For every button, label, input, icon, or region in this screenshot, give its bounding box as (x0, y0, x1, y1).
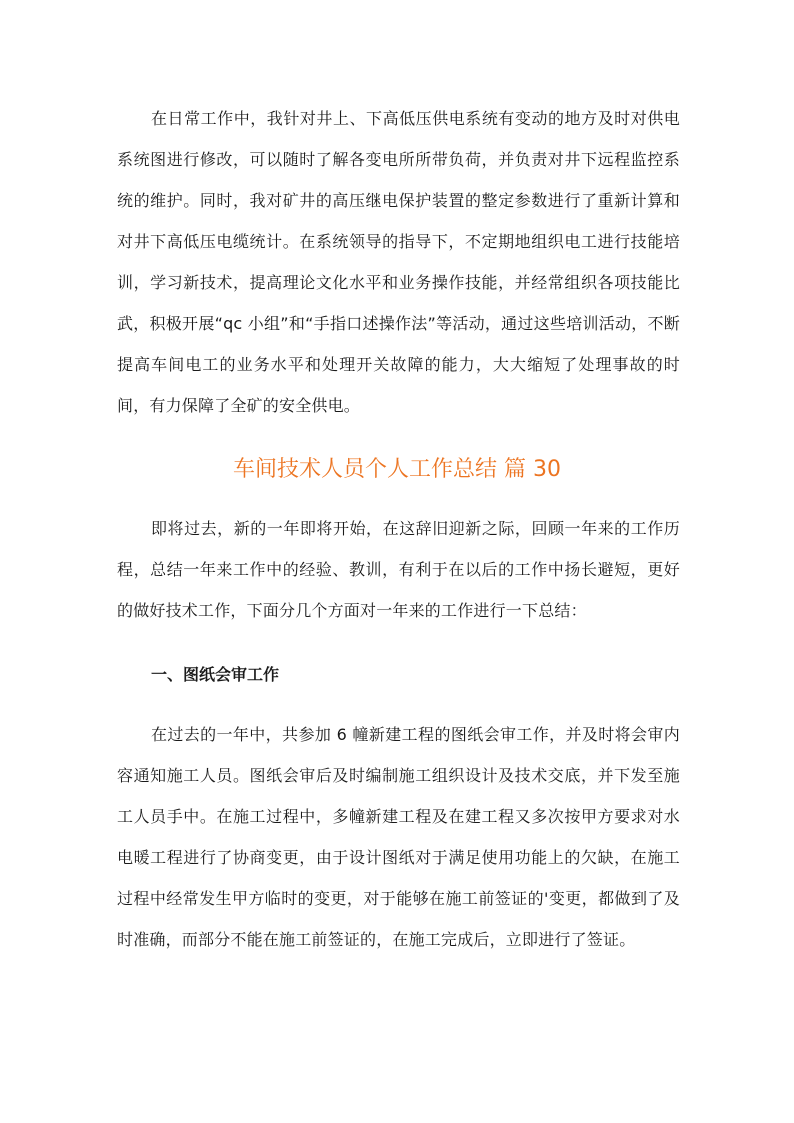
body-paragraph: 在日常工作中，我针对井上、下高低压供电系统有变动的地方及时对供电系统图进行修改，可以随时了解各变电所所带负荷，并负责对井下远程监控系统的维护。同时，我对矿井的高压继电保护装置的整定参数进行了重新计算和对井下高低压电缆统计。在系统领导的指导下，不定期地组织电工进行技能培训，学习新技术，提高理论文化水平和业务操作技能，并经常组织各项技能比武，积极开展“qc 小组”和“手指口述操作法”等活动，通过这些培训活动，不断提高车间电工的业务水平和处理开关故障的能力，大大缩短了处理事故的时间，有力保障了全矿的安全供电。 (117, 109, 680, 415)
body-paragraph: 即将过去，新的一年即将开始，在这辞旧迎新之际，回顾一年来的工作历程，总结一年来工作中的经验、教训，有利于在以后的工作中扬长避短，更好的做好技术工作，下面分几个方面对一年来的工作进行一下总结： (117, 519, 680, 620)
section-title: 车间技术人员个人工作总结 篇 30 (233, 457, 561, 482)
body-paragraph: 在过去的一年中，共参加 6 幢新建工程的图纸会审工作，并及时将会审内容通知施工人员。图纸会审后及时编制施工组织设计及技术交底，并下发至施工人员手中。在施工过程中，多幢新建工程及在建工程又多次按甲方要求对水电暖工程进行了协商变更，由于设计图纸对于满足使用功能上的欠缺，在施工过程中经常发生甲方临时的变更，对于能够在施工前签证的'变更，都做到了及时准确，而部分不能在施工前签证的，在施工完成后，立即进行了签证。 (117, 725, 680, 949)
subheading: 一、图纸会审工作 (151, 665, 280, 684)
